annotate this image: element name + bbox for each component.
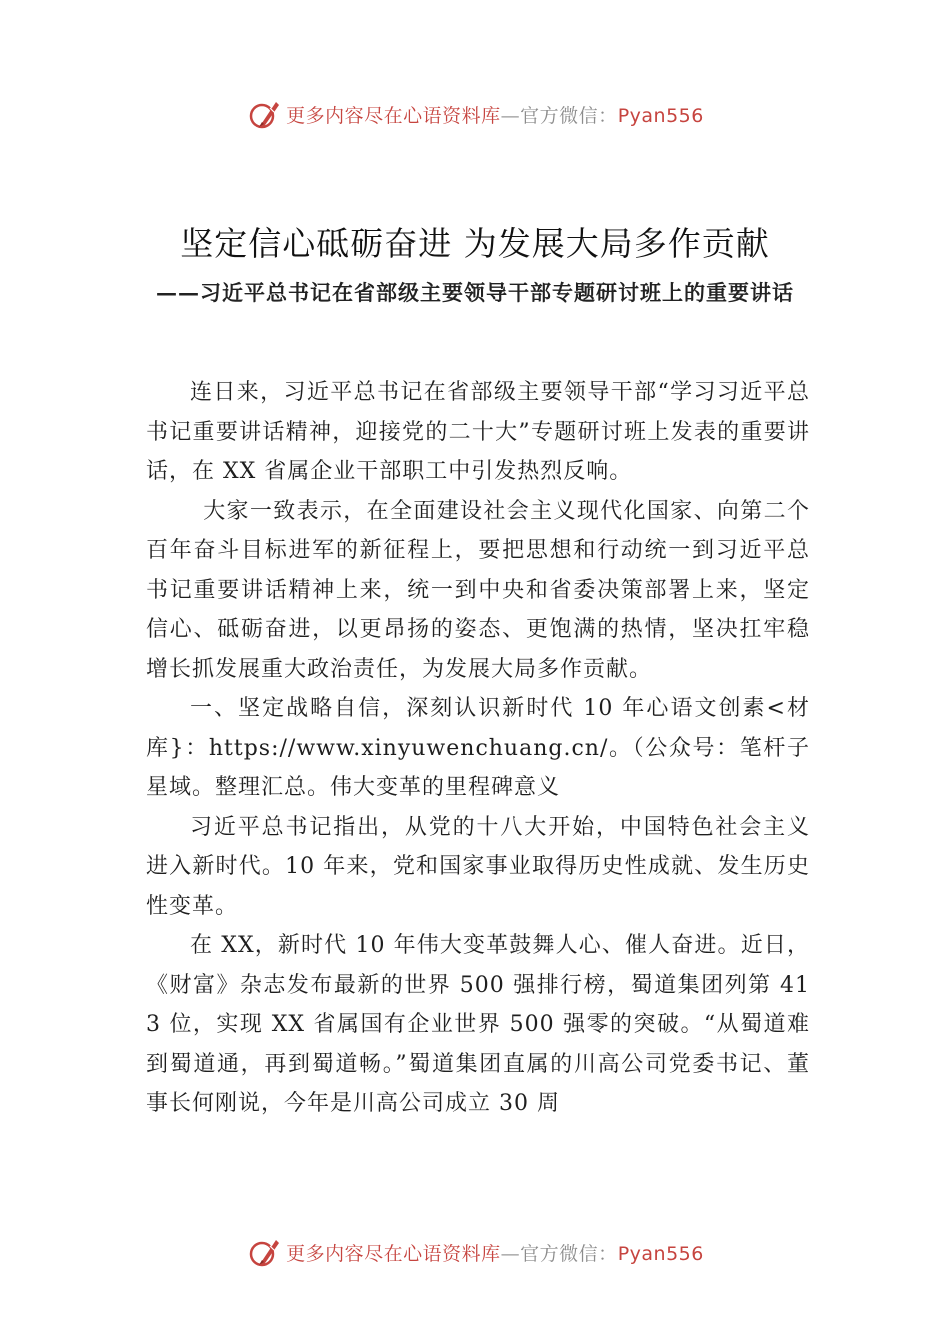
paragraph-5: 在 XX，新时代 10 年伟大变革鼓舞人心、催人奋进。近日，《财富》杂志发布最新的世界 500 强排行榜，蜀道集团列第 413 位，实现 XX 省属国有企业世界 500 强零的突破。“从蜀道难到蜀道通，再到蜀道畅。”蜀道集团直属的川高公司党委书记、董事长何刚说，今年是川高公司成立 30 周	[146, 933, 810, 1116]
footer-wechat-id: Pyan556	[617, 1242, 704, 1265]
footer-brand-main: 更多内容尽在心语资料库	[286, 1242, 501, 1265]
quill-logo-icon	[246, 96, 282, 132]
paragraph-4: 习近平总书记指出，从党的十八大开始，中国特色社会主义进入新时代。10 年来，党和国家事业取得历史性成就、发生历史性变革。	[146, 814, 810, 919]
footer-brand-side: 官方微信：	[520, 1242, 618, 1265]
header-brand-main: 更多内容尽在心语资料库	[286, 104, 501, 127]
quill-logo-icon	[246, 1234, 282, 1270]
document-body	[146, 373, 810, 1124]
paragraph-2: 大家一致表示，在全面建设社会主义现代化国家、向第二个百年奋斗目标进军的新征程上，要把思想和行动统一到习近平总书记重要讲话精神上来，统一到中央和省委决策部署上来，坚定信心、砥砺奋进，以更昂扬的姿态、更饱满的热情，坚决扛牢稳增长抓发展重大政治责任，为发展大局多作贡献。	[146, 498, 810, 682]
footer-dash: —	[500, 1242, 521, 1265]
footer-banner	[0, 1232, 950, 1272]
paragraph-1: 连日来，习近平总书记在省部级主要领导干部“学习习近平总书记重要讲话精神，迎接党的二十大”专题研讨班上发表的重要讲话，在 XX 省属企业干部职工中引发热烈反响。	[146, 380, 810, 484]
document-subtitle: ——习近平总书记在省部级主要领导干部专题研讨班上的重要讲话	[156, 280, 794, 305]
header-brand-side: 官方微信：	[520, 104, 618, 127]
header-dash: —	[500, 104, 521, 127]
header-wechat-id: Pyan556	[617, 104, 704, 127]
footer-text	[286, 1239, 704, 1266]
header-text	[286, 101, 704, 128]
header-banner	[0, 94, 950, 134]
paragraph-3: 一、坚定战略自信，深刻认识新时代 10 年心语文创素<材库}：https://www.xinyuwenchuang.cn/。（公众号：笔杆子星域。整理汇总。伟大变革的里程碑意义	[146, 696, 810, 800]
document-title: 坚定信心砥砺奋进 为发展大局多作贡献	[180, 224, 770, 263]
